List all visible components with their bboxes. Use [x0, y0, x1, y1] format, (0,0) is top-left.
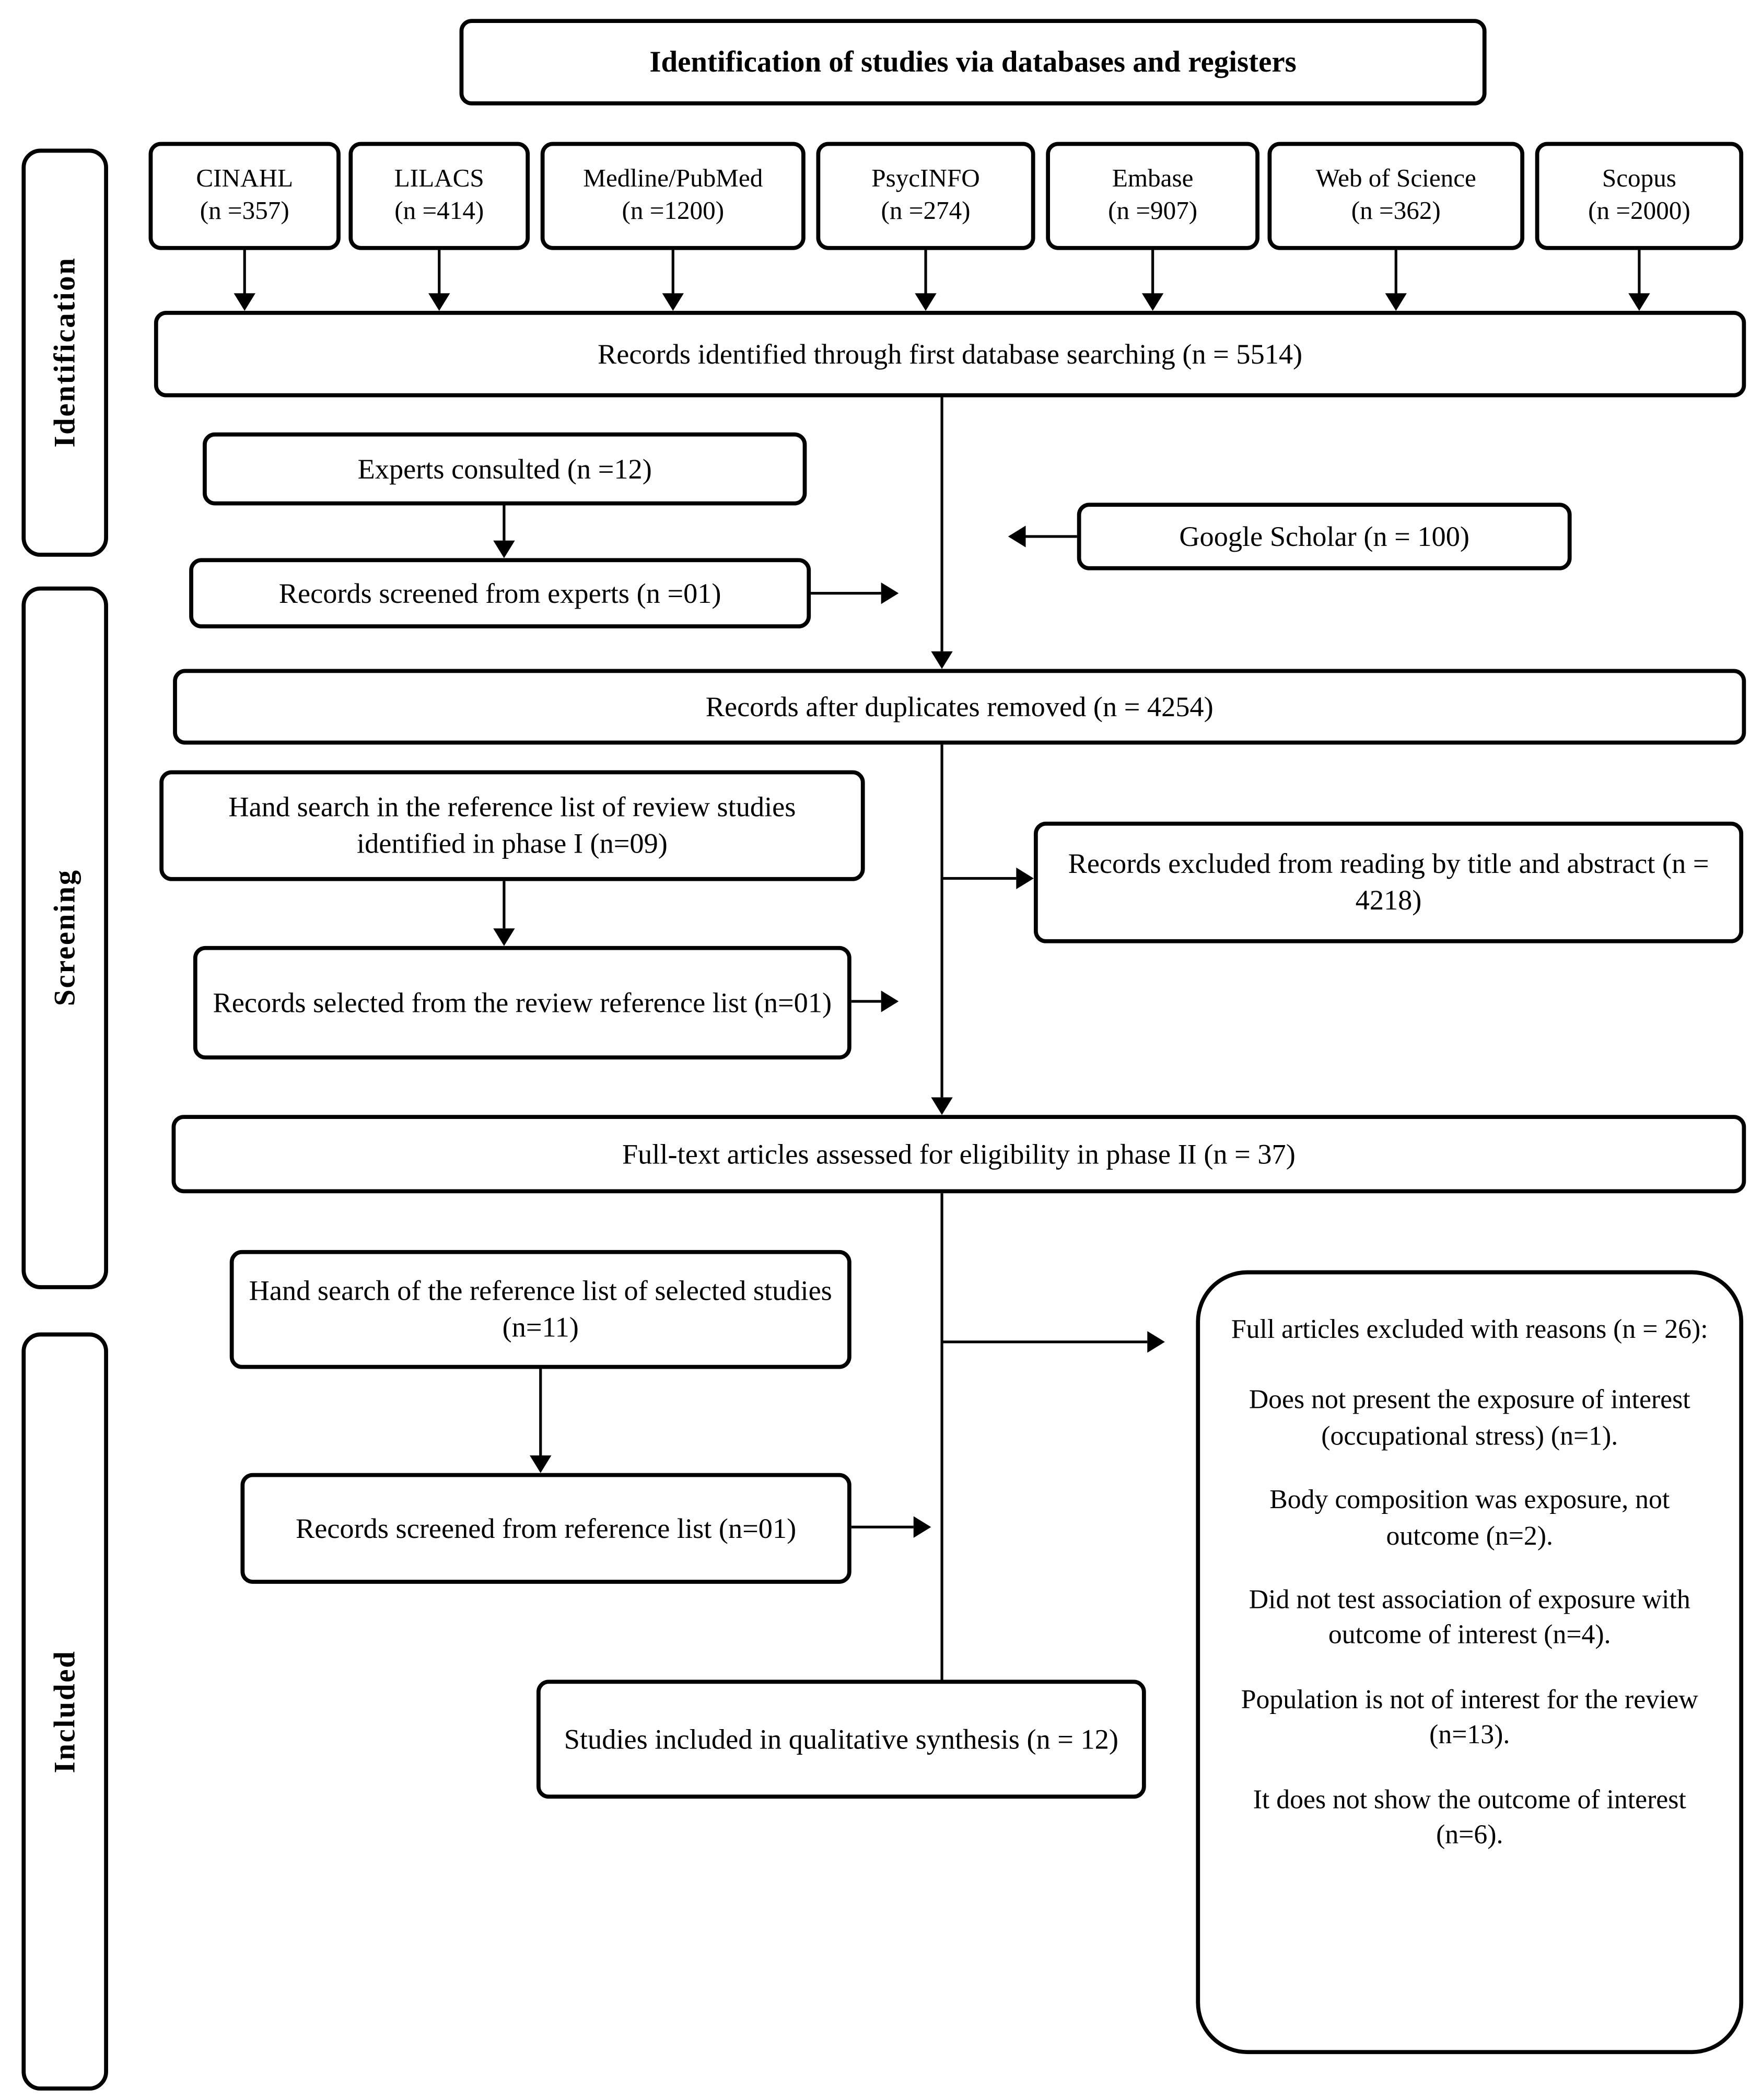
database-count: (n =274) [881, 197, 971, 226]
database-count: (n =2000) [1588, 197, 1690, 226]
arrow-left-icon [1008, 526, 1026, 547]
records-excluded-title-abstract-box: Records excluded from reading by title and abstract (n = 4218) [1034, 822, 1743, 943]
fulltext-assessed-box: Full-text articles assessed for eligibility in phase II (n = 37) [172, 1115, 1746, 1193]
excluded-reason: Body composition was exposure, not outcome (n=2). [1269, 1485, 1670, 1551]
records-screened-reflist-box: Records screened from reference list (n=01) [240, 1473, 851, 1584]
arrow-line [438, 250, 441, 295]
database-name: LILACS [394, 164, 484, 193]
database-box-cinahl [149, 142, 341, 250]
arrow-right-icon [881, 990, 899, 1012]
arrow-line [1151, 250, 1154, 295]
database-box-embase [1046, 142, 1259, 250]
arrow-line [924, 250, 927, 295]
database-count: (n =414) [394, 197, 484, 226]
phase-included [21, 1333, 108, 2091]
arrow-down-icon [530, 1455, 551, 1473]
full-articles-excluded-box [1196, 1270, 1743, 2054]
database-box-scopus [1535, 142, 1743, 250]
database-count: (n =1200) [622, 197, 725, 226]
arrow-line [1025, 535, 1077, 538]
studies-included-box: Studies included in qualitative synthesis (n = 12) [536, 1680, 1146, 1799]
arrow-line [1638, 250, 1641, 295]
arrow-line [1394, 250, 1397, 295]
database-name: Web of Science [1315, 164, 1476, 193]
arrow-down-icon [931, 1098, 952, 1115]
phase-included-label: Included [47, 1650, 81, 1774]
database-count: (n =362) [1351, 197, 1441, 226]
database-name: Medline/PubMed [583, 164, 763, 193]
arrow-right-icon [881, 582, 899, 604]
excluded-reason: Does not present the exposure of interest (occupational stress) (n=1). [1249, 1385, 1690, 1451]
arrow-down-icon [428, 293, 450, 311]
arrow-down-icon [1142, 293, 1163, 311]
arrow-down-icon [493, 541, 515, 558]
records-identified-box: Records identified through first database searching (n = 5514) [154, 311, 1746, 398]
arrow-line [940, 398, 943, 651]
phase-screening [21, 587, 108, 1289]
arrow-right-icon [1147, 1331, 1165, 1352]
arrow-line [942, 1340, 1147, 1344]
excluded-heading: Full articles excluded with reasons (n = 26): [1231, 1315, 1708, 1345]
arrow-line [539, 1369, 542, 1457]
arrow-line [811, 591, 881, 594]
hand-search-phase1-box: Hand search in the reference list of review studies identified in phase I (n=09) [159, 771, 865, 881]
arrow-right-icon [1016, 868, 1034, 889]
arrow-down-icon [493, 928, 515, 946]
hand-search-selected-box: Hand search of the reference list of selected studies (n=11) [230, 1250, 851, 1369]
arrow-line [942, 877, 1016, 880]
database-name: Scopus [1602, 164, 1676, 193]
database-box-psycinfo [816, 142, 1035, 250]
arrow-line [940, 1193, 943, 1679]
database-box-lilacs [348, 142, 530, 250]
excluded-reason: Population is not of interest for the review (n=13). [1241, 1685, 1698, 1751]
arrow-down-icon [931, 651, 952, 669]
arrow-line [503, 506, 506, 541]
excluded-reason: Did not test association of exposure with outcome of interest (n=4). [1249, 1585, 1690, 1651]
google-scholar-box: Google Scholar (n = 100) [1077, 503, 1572, 570]
database-box-web-of-science [1268, 142, 1525, 250]
arrow-down-icon [662, 293, 684, 311]
records-screened-experts-box: Records screened from experts (n =01) [189, 558, 811, 628]
phase-identification-label: Identification [47, 257, 81, 448]
excluded-reason: It does not show the outcome of interest (n=6). [1253, 1784, 1686, 1850]
database-box-medline-pubmed [541, 142, 806, 250]
arrow-line [671, 250, 674, 295]
arrow-down-icon [1628, 293, 1650, 311]
arrow-line [940, 744, 943, 1097]
records-selected-review-box: Records selected from the review reference list (n=01) [193, 946, 851, 1059]
database-name: CINAHL [196, 164, 294, 193]
arrow-down-icon [915, 293, 936, 311]
arrow-down-icon [234, 293, 255, 311]
records-after-duplicates-box: Records after duplicates removed (n = 4254) [173, 669, 1746, 745]
arrow-right-icon [914, 1516, 931, 1538]
experts-consulted-box: Experts consulted (n =12) [203, 433, 807, 506]
database-name: Embase [1112, 164, 1194, 193]
phase-identification [21, 149, 108, 557]
phase-screening-label: Screening [47, 869, 81, 1007]
arrow-line [243, 250, 246, 295]
arrow-line [851, 1525, 914, 1529]
diagram-title: Identification of studies via databases and registers [460, 19, 1487, 106]
database-name: PsycINFO [871, 164, 980, 193]
arrow-line [503, 881, 506, 929]
database-count: (n =907) [1108, 197, 1198, 226]
database-count: (n =357) [200, 197, 289, 226]
arrow-down-icon [1385, 293, 1407, 311]
arrow-line [851, 1000, 881, 1003]
